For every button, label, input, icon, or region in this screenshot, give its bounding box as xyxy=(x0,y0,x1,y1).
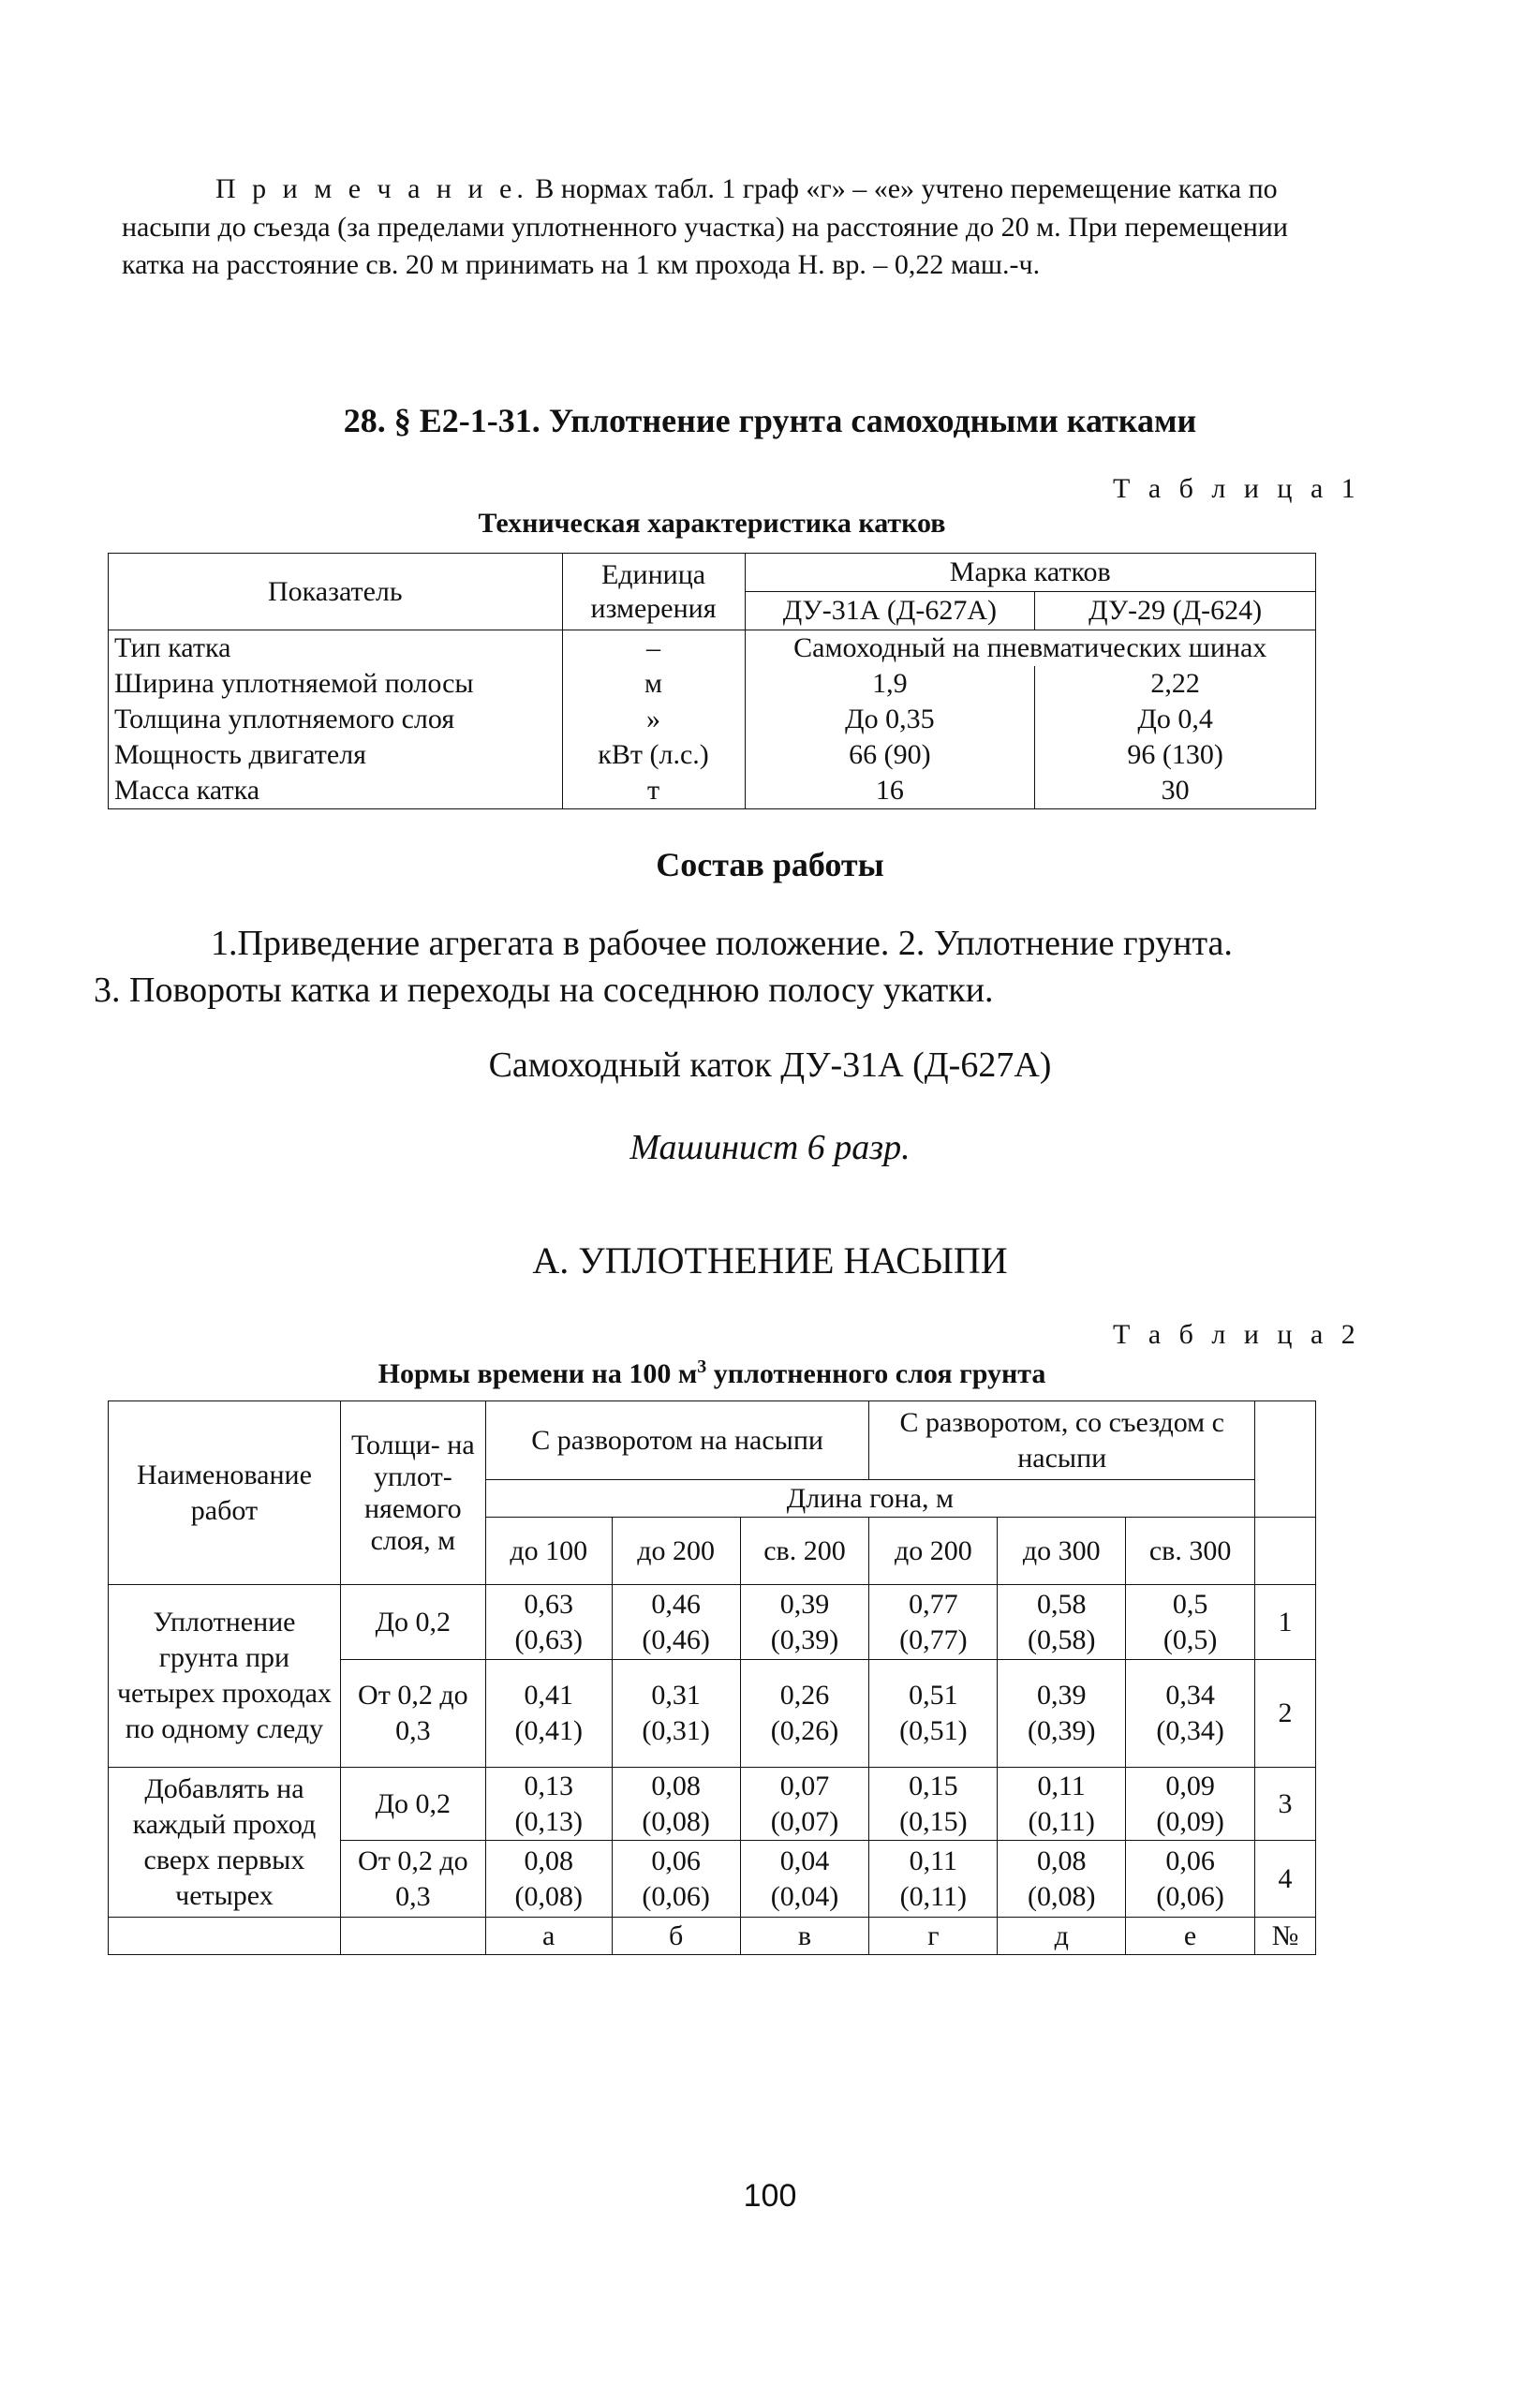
t2-value-paren: (0,46) xyxy=(642,1623,710,1655)
roller-title: Самоходный каток ДУ-31А (Д-627А) xyxy=(488,1045,1052,1085)
page-number: 100 xyxy=(743,2178,797,2214)
t2-letters-blank-1 xyxy=(109,1918,341,1955)
t2-col-3: св. 200 xyxy=(740,1518,869,1585)
t1-cell-name: Масса катка xyxy=(109,773,563,809)
t2-value-paren: (0,39) xyxy=(1027,1715,1096,1746)
t2-value: 0,77 xyxy=(909,1588,958,1620)
t2-cell xyxy=(612,1768,740,1841)
t1-cell-name: Толщина уплотняемого слоя xyxy=(109,702,563,737)
t2-value: 0,58 xyxy=(1036,1588,1087,1620)
t2-value-paren: (0,5) xyxy=(1162,1623,1218,1655)
t2-cell xyxy=(1126,1768,1255,1841)
t1-cell-value-2: 30 xyxy=(1035,773,1316,809)
t1-cell-value-2: 2,22 xyxy=(1035,666,1316,702)
t2-cell xyxy=(485,1768,612,1841)
t2-header-name: Наименование работ xyxy=(109,1401,341,1585)
t2-col-6: св. 300 xyxy=(1126,1518,1255,1585)
t2-value-paren: (0,08) xyxy=(642,1805,710,1837)
t2-value: 0,51 xyxy=(909,1680,958,1711)
t2-value-paren: (0,13) xyxy=(514,1805,583,1837)
t1-cell-value-1: 1,9 xyxy=(745,666,1035,702)
t2-cell xyxy=(612,1585,740,1660)
table1-label: Т а б л и ц а 1 xyxy=(1113,473,1361,504)
t2-value-paren: (0,31) xyxy=(642,1715,710,1746)
t2-cell xyxy=(612,1841,740,1918)
t2-value: 0,5 xyxy=(1172,1588,1208,1620)
t1-cell-unit: м xyxy=(562,666,745,702)
t2-value: 0,41 xyxy=(524,1680,573,1711)
note-text: В нормах табл. 1 граф «г» – «е» учтено перемещение катка по насыпи до съезда (за пределами уплотненного участка) на расстояние до 20 м. При перемещении катка на расстояние св. 20 м принимать на 1 км прохода Н. вр. – 0,22 маш.-ч. xyxy=(122,173,1288,280)
t2-row-number: 3 xyxy=(1255,1768,1316,1841)
t2-cell xyxy=(740,1585,869,1660)
t2-col-4: до 200 xyxy=(869,1518,998,1585)
t2-value: 0,08 xyxy=(524,1845,573,1876)
t1-cell-name: Ширина уплотняемой полосы xyxy=(109,666,563,702)
t2-cell xyxy=(1126,1841,1255,1918)
table-time-norms xyxy=(108,1400,1316,1955)
t2-value: 0,04 xyxy=(779,1845,830,1876)
t2-num-sign: № xyxy=(1255,1918,1316,1955)
t2-value: 0,39 xyxy=(1036,1680,1087,1711)
t2-value: 0,34 xyxy=(1165,1680,1215,1711)
t2-cell xyxy=(485,1660,612,1768)
t2-cell xyxy=(740,1841,869,1918)
t2-thickness: До 0,2 xyxy=(340,1585,485,1660)
t2-header-turn-2: С разворотом, со съездом с насыпи xyxy=(869,1401,1255,1480)
table-row xyxy=(109,737,1316,773)
t2-thickness: От 0,2 до 0,3 xyxy=(340,1841,485,1918)
t2-header-thickness: Толщи- на уплот- няемого слоя, м xyxy=(340,1401,485,1585)
t2-cell xyxy=(485,1841,612,1918)
operator-title: Машинист 6 разр. xyxy=(629,1128,911,1167)
t2-value: 0,63 xyxy=(524,1588,573,1620)
t2-col-blank xyxy=(1255,1518,1316,1585)
work-title: Состав работы xyxy=(656,846,884,883)
t2-value: 0,08 xyxy=(651,1770,701,1801)
t1-header-unit: Единица измерения xyxy=(562,554,745,630)
t2-cell xyxy=(869,1841,998,1918)
t2-header-turn-1: С разворотом на насыпи xyxy=(485,1401,869,1480)
t2-value: 0,31 xyxy=(651,1680,701,1711)
t2-value: 0,46 xyxy=(651,1588,701,1620)
table-row xyxy=(109,1585,1316,1660)
t1-cell-value-2: 96 (130) xyxy=(1035,737,1316,773)
t2-header-length: Длина гона, м xyxy=(485,1480,1254,1518)
note-paragraph xyxy=(122,170,1311,285)
t2-value: 0,06 xyxy=(1165,1845,1215,1876)
t2-value-paren: (0,11) xyxy=(1028,1805,1095,1837)
t1-cell-unit: т xyxy=(562,773,745,809)
table-row xyxy=(109,1768,1316,1841)
t1-cell-unit: кВт (л.с.) xyxy=(562,737,745,773)
t2-cell xyxy=(869,1660,998,1768)
t2-value-paren: (0,41) xyxy=(514,1715,583,1746)
t1-cell-name: Мощность двигателя xyxy=(109,737,563,773)
section-title: 28. § Е2-1-31. Уплотнение грунта самоходными катками xyxy=(343,402,1197,439)
t2-value-paren: (0,51) xyxy=(899,1715,968,1746)
t2-cell xyxy=(869,1768,998,1841)
table-row xyxy=(109,773,1316,809)
t2-group-2: Добавлять на каждый проход сверх первых четырех xyxy=(109,1768,341,1918)
t1-cell-value-1: 66 (90) xyxy=(745,737,1035,773)
t2-col-5: до 300 xyxy=(998,1518,1126,1585)
t2-value-paren: (0,58) xyxy=(1027,1623,1096,1655)
t2-value-paren: (0,15) xyxy=(899,1805,968,1837)
t2-value: 0,26 xyxy=(779,1680,830,1711)
t2-letter: в xyxy=(740,1918,869,1955)
table-row xyxy=(109,702,1316,737)
t2-cell xyxy=(998,1660,1126,1768)
t2-thickness: От 0,2 до 0,3 xyxy=(340,1660,485,1768)
t1-cell-unit: » xyxy=(562,702,745,737)
table2-caption-pre: Нормы времени на 100 м xyxy=(378,1358,698,1389)
t2-value: 0,06 xyxy=(651,1845,701,1876)
t2-letter: е xyxy=(1126,1918,1255,1955)
t2-cell xyxy=(1126,1660,1255,1768)
t1-cell-value-1: До 0,35 xyxy=(745,702,1035,737)
t2-cell xyxy=(612,1660,740,1768)
work-line-2: 3. Повороты катка и переходы на соседнюю полосу укатки. xyxy=(94,971,994,1010)
t2-letter: б xyxy=(612,1918,740,1955)
t2-cell xyxy=(1126,1585,1255,1660)
t2-cell xyxy=(998,1768,1126,1841)
t2-value-paren: (0,04) xyxy=(770,1880,839,1912)
table-row xyxy=(109,1918,1316,1955)
t2-value-paren: (0,34) xyxy=(1156,1715,1224,1746)
t2-letter: г xyxy=(869,1918,998,1955)
note-label: П р и м е ч а н и е. xyxy=(215,173,528,204)
table2-caption-sup: 3 xyxy=(697,1356,707,1377)
t2-value: 0,11 xyxy=(909,1845,958,1876)
t1-header-indicator: Показатель xyxy=(109,554,563,630)
t2-thickness: До 0,2 xyxy=(340,1768,485,1841)
t2-value-paren: (0,09) xyxy=(1156,1805,1224,1837)
table-technical-characteristics xyxy=(108,553,1316,809)
t2-value: 0,07 xyxy=(779,1770,830,1801)
t1-header-model-2: ДУ-29 (Д-624) xyxy=(1035,592,1316,630)
t2-value-paren: (0,39) xyxy=(770,1623,839,1655)
t2-cell xyxy=(740,1768,869,1841)
t2-cell xyxy=(740,1660,869,1768)
t2-cell xyxy=(485,1585,612,1660)
table-row xyxy=(109,666,1316,702)
t1-cell-value-2: До 0,4 xyxy=(1035,702,1316,737)
t2-value-paren: (0,77) xyxy=(899,1623,968,1655)
t2-value-paren: (0,06) xyxy=(1156,1880,1224,1912)
work-line-1: 1.Приведение агрегата в рабочее положение. 2. Уплотнение грунта. xyxy=(211,924,1233,963)
t1-header-model-1: ДУ-31А (Д-627А) xyxy=(745,592,1035,630)
t2-col-1: до 100 xyxy=(485,1518,612,1585)
t2-col-2: до 200 xyxy=(612,1518,740,1585)
table1-caption: Техническая характеристика катков xyxy=(478,508,946,539)
t2-value-paren: (0,06) xyxy=(642,1880,710,1912)
t2-row-number: 2 xyxy=(1255,1660,1316,1768)
t2-value-paren: (0,26) xyxy=(770,1715,839,1746)
t1-header-brand: Марка катков xyxy=(745,554,1316,592)
subsection-title: А. УПЛОТНЕНИЕ НАСЫПИ xyxy=(532,1239,1008,1282)
t2-value-paren: (0,07) xyxy=(770,1805,839,1837)
t2-value: 0,13 xyxy=(524,1770,573,1801)
t2-group-1: Уплотнение грунта при четырех проходах по одному следу xyxy=(109,1585,341,1768)
t2-value: 0,08 xyxy=(1036,1845,1087,1876)
t1-cell-name: Тип катка xyxy=(109,630,563,667)
table2-caption xyxy=(0,1356,1424,1390)
t1-cell-unit: – xyxy=(562,630,745,667)
t2-cell xyxy=(998,1585,1126,1660)
t2-value-paren: (0,08) xyxy=(1027,1880,1096,1912)
t2-letter: д xyxy=(998,1918,1126,1955)
t2-value: 0,09 xyxy=(1165,1770,1215,1801)
t2-cell xyxy=(998,1841,1126,1918)
t2-letter: а xyxy=(485,1918,612,1955)
t2-row-number: 4 xyxy=(1255,1841,1316,1918)
t2-value-paren: (0,08) xyxy=(514,1880,583,1912)
table2-label: Т а б л и ц а 2 xyxy=(1113,1319,1361,1350)
t2-value-paren: (0,11) xyxy=(899,1880,968,1912)
t2-row-number: 1 xyxy=(1255,1585,1316,1660)
t2-value-paren: (0,63) xyxy=(514,1623,583,1655)
t1-cell-value-1: 16 xyxy=(745,773,1035,809)
t1-cell-value: Самоходный на пневматических шинах xyxy=(745,630,1316,667)
t2-cell xyxy=(869,1585,998,1660)
t2-header-blank xyxy=(1255,1401,1316,1518)
table-row xyxy=(109,630,1316,667)
t2-letters-blank-2 xyxy=(340,1918,485,1955)
table2-caption-post: уплотненного слоя грунта xyxy=(706,1358,1046,1389)
t2-value: 0,15 xyxy=(909,1770,958,1801)
t2-value: 0,11 xyxy=(1037,1770,1086,1801)
t2-value: 0,39 xyxy=(779,1588,830,1620)
